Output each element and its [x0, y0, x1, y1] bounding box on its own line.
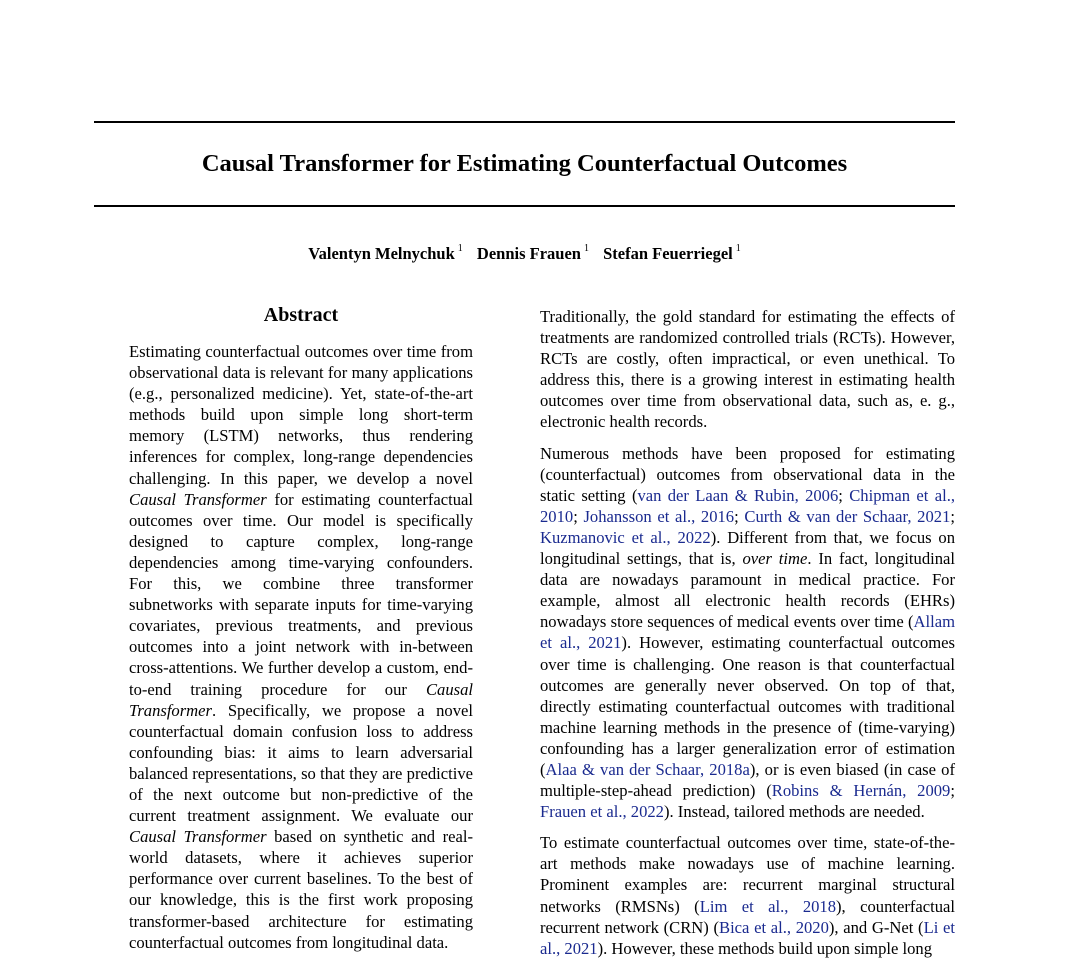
citation-link[interactable]: Frauen et al., 2022: [540, 802, 664, 822]
citation-link[interactable]: Alaa & van der Schaar, 2018a: [545, 759, 750, 779]
author: [477, 244, 589, 263]
author-name: Stefan Feuerriegel: [603, 244, 733, 263]
intro-paragraph-2: Numerous methods have been proposed for estimating (counterfactual) outcomes from observational data in the static setting (van der Laan & Rubin, 2006; Chipman et al., 2010; Johansson et al., 2016; Curth & van der Schaar, 2021; Kuzmanovic et al., 2022). Different from that, we focus on longitudinal settings, that is, over time. In fact, longitudinal data are nowadays paramount in medical practice. For example, almost all electronic health records (EHRs) nowadays store sequences of medical events over time (Allam et al., 2021). However, estimating counterfactual outcomes over time is challenging. One reason is that counterfactual outcomes are generally never observed. On top of that, directly estimating counterfactual outcomes with traditional machine learning methods in the presence of (time-varying) confounding has a larger generalization error of estimation (Alaa & van der Schaar, 2018a), or is even biased (in case of multiple-step-ahead prediction) (Robins & Hernán, 2009; Frauen et al., 2022). Instead, tailored methods are needed.: [540, 443, 956, 822]
author-list: [94, 243, 955, 265]
author: [308, 244, 463, 263]
title-rule-top: [94, 121, 955, 123]
abstract-heading: Abstract: [263, 304, 339, 326]
citation-link[interactable]: Bica et al., 2020: [719, 917, 829, 937]
citation-link[interactable]: Kuzmanovic et al., 2022: [540, 527, 711, 547]
paper-title: Causal Transformer for Estimating Counterfactual Outcomes: [201, 150, 848, 177]
intro-paragraph-3: To estimate counterfactual outcomes over time, state-of-the-art methods make nowadays use of machine learning. Prominent examples are: recurrent marginal structural networks (RMSNs) (Lim et al., 2018), counterfactual recurrent network (CRN) (Bica et al., 2020), and G-Net (Li et al., 2021). However, these methods build upon simple long: [540, 833, 956, 958]
author-name: Dennis Frauen: [476, 244, 581, 263]
title-rule-bottom: [94, 205, 955, 207]
author-affiliation: 1: [735, 242, 741, 254]
citation-link[interactable]: Chipman et al., 2010: [540, 485, 955, 526]
author-name: Valentyn Melnychuk: [308, 244, 455, 263]
citation-link[interactable]: van der Laan & Rubin, 2006: [637, 485, 839, 505]
abstract-body: [129, 341, 473, 953]
citation-link[interactable]: Li et al., 2021: [540, 917, 955, 958]
introduction-column: [540, 306, 955, 959]
intro-paragraph-1: Traditionally, the gold standard for estimating the effects of treatments are randomized controlled trials (RCTs). However, RCTs are costly, often impractical, or even unethical. To address this, there is a growing interest in estimating health outcomes over time from observational data, such as, e. g., electronic health records.: [540, 307, 955, 432]
author: [603, 244, 741, 263]
citation-link[interactable]: Johansson et al., 2016: [583, 506, 735, 526]
author-affiliation: 1: [583, 242, 589, 254]
citation-link[interactable]: Allam et al., 2021: [540, 612, 955, 653]
abstract-paragraph: Estimating counterfactual outcomes over time from observational data is relevant for many applications (e.g., personalized medicine). Yet, state-of-the-art methods build upon simple long short-term memory (LSTM) networks, thus rendering inferences for complex, long-range dependencies challenging. In this paper, we develop a novel Causal Transformer for estimating counterfactual outcomes over time. Our model is specifically designed to capture complex, long-range dependencies among time-varying confounders. For this, we combine three transformer subnetworks with separate inputs for time-varying covariates, previous treatments, and previous outcomes into a joint network with in-between cross-attentions. We further develop a custom, end-to-end training procedure for our Causal Transformer. Specifically, we propose a novel counterfactual domain confusion loss to address confounding bias: it aims to learn adversarial balanced representations, so that they are predictive of the next outcome but non-predictive of the current treatment assignment. We evaluate our Causal Transformer based on synthetic and real-world datasets, where it achieves superior performance over current baselines. To the best of our knowledge, this is the first work proposing transformer-based architecture for estimating counterfactual outcomes from longitudinal data.: [129, 342, 473, 952]
citation-link[interactable]: Robins & Hernán, 2009: [771, 781, 951, 801]
citation-link[interactable]: Curth & van der Schaar, 2021: [744, 506, 951, 526]
author-affiliation: 1: [457, 242, 463, 254]
citation-link[interactable]: Lim et al., 2018: [699, 896, 837, 916]
